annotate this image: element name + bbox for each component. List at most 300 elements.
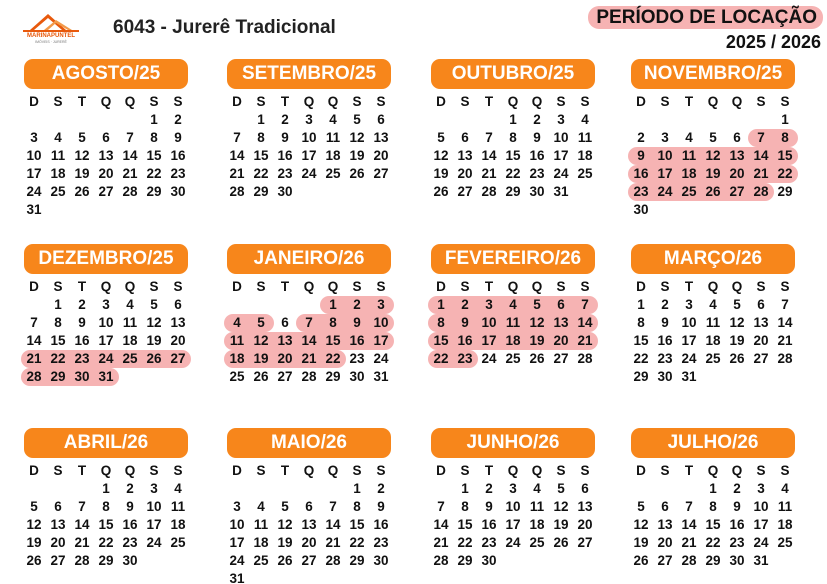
day-cell: 12 <box>146 315 162 330</box>
weekday-label: S <box>580 94 590 109</box>
day-cell: 10 <box>98 315 114 330</box>
day-cell: 25 <box>50 184 66 199</box>
day-cell-rented: 9 <box>461 315 469 330</box>
day-cell: 4 <box>709 297 717 312</box>
weekday-label: Q <box>507 94 519 109</box>
month-header: MAIO/26 <box>227 428 391 458</box>
day-cell-rented: 23 <box>457 351 473 366</box>
day-cell: 8 <box>353 499 361 514</box>
day-cell: 26 <box>633 553 649 568</box>
day-cell: 30 <box>657 369 673 384</box>
day-cell: 23 <box>277 166 293 181</box>
day-cell: 4 <box>54 130 62 145</box>
weekday-label: D <box>436 463 446 478</box>
day-cell-rented: 22 <box>325 351 341 366</box>
day-cell: 7 <box>685 499 693 514</box>
day-cell: 15 <box>146 148 162 163</box>
house-roof-icon <box>20 8 82 34</box>
month-header: NOVEMBRO/25 <box>631 59 795 89</box>
day-cell-rented: 19 <box>705 166 721 181</box>
day-cell: 20 <box>50 535 66 550</box>
day-cell: 17 <box>229 535 245 550</box>
weekday-label: D <box>29 279 39 294</box>
day-cell: 8 <box>709 499 717 514</box>
day-cell: 22 <box>457 535 473 550</box>
day-cell: 14 <box>481 148 497 163</box>
day-cell: 19 <box>553 517 569 532</box>
weekday-label: Q <box>327 463 339 478</box>
day-cell: 3 <box>685 297 693 312</box>
weekday-label: D <box>636 463 646 478</box>
month-calendar <box>629 428 799 584</box>
day-cell-rented: 4 <box>233 315 241 330</box>
day-cell-rented: 19 <box>253 351 269 366</box>
day-cell: 16 <box>373 517 389 532</box>
day-cell-rented: 21 <box>577 333 593 348</box>
day-cell: 2 <box>78 297 86 312</box>
day-cell: 30 <box>170 184 186 199</box>
day-cell: 7 <box>329 499 337 514</box>
day-cell: 12 <box>277 517 293 532</box>
day-cell: 9 <box>281 130 289 145</box>
day-cell: 8 <box>509 130 517 145</box>
day-cell: 24 <box>301 166 317 181</box>
weekday-label: T <box>484 279 494 294</box>
day-cell: 7 <box>78 499 86 514</box>
day-cell: 11 <box>325 130 341 145</box>
weekday-label: S <box>256 94 266 109</box>
day-cell: 20 <box>657 535 673 550</box>
weekday-label: S <box>149 463 159 478</box>
day-cell: 28 <box>122 184 138 199</box>
day-cell-rented: 21 <box>301 351 317 366</box>
day-cell: 14 <box>777 315 793 330</box>
day-cell: 21 <box>122 166 138 181</box>
day-cell: 9 <box>174 130 182 145</box>
day-cell: 21 <box>681 535 697 550</box>
day-cell-rented: 1 <box>437 297 445 312</box>
month-days-grid <box>22 462 192 584</box>
weekday-label: Q <box>124 94 136 109</box>
month-header: AGOSTO/25 <box>24 59 188 89</box>
day-cell: 17 <box>553 148 569 163</box>
day-cell: 18 <box>170 517 186 532</box>
day-cell-rented: 12 <box>705 148 721 163</box>
month-calendar <box>22 428 192 584</box>
weekday-label: T <box>280 463 290 478</box>
day-cell: 16 <box>481 517 497 532</box>
day-cell: 6 <box>461 130 469 145</box>
weekday-label: T <box>484 94 494 109</box>
day-cell: 30 <box>349 369 365 384</box>
day-cell: 29 <box>325 369 341 384</box>
weekday-label: D <box>232 279 242 294</box>
weekday-label: S <box>149 94 159 109</box>
weekday-label: S <box>556 279 566 294</box>
day-cell: 4 <box>329 112 337 127</box>
day-cell: 2 <box>661 297 669 312</box>
day-cell-rented: 28 <box>26 369 42 384</box>
day-cell: 15 <box>457 517 473 532</box>
day-cell-rented: 31 <box>98 369 114 384</box>
day-cell-rented: 29 <box>50 369 66 384</box>
day-cell: 21 <box>481 166 497 181</box>
day-cell-rented: 14 <box>301 333 317 348</box>
weekday-label: S <box>352 279 362 294</box>
company-logo <box>20 8 82 44</box>
day-cell: 29 <box>349 553 365 568</box>
day-cell: 16 <box>170 148 186 163</box>
day-cell: 12 <box>74 148 90 163</box>
day-cell: 16 <box>122 517 138 532</box>
day-cell: 29 <box>146 184 162 199</box>
day-cell-rented: 9 <box>353 315 361 330</box>
day-cell: 30 <box>373 553 389 568</box>
day-cell-rented: 13 <box>729 148 745 163</box>
day-cell-rented: 3 <box>377 297 385 312</box>
day-cell: 5 <box>637 499 645 514</box>
day-cell: 5 <box>78 130 86 145</box>
day-cell: 13 <box>301 517 317 532</box>
day-cell: 20 <box>301 535 317 550</box>
day-cell: 23 <box>481 535 497 550</box>
day-cell: 13 <box>657 517 673 532</box>
day-cell-rented: 9 <box>637 148 645 163</box>
day-cell: 14 <box>325 517 341 532</box>
day-cell-rented: 22 <box>50 351 66 366</box>
day-cell: 9 <box>377 499 385 514</box>
day-cell: 1 <box>461 481 469 496</box>
day-cell: 22 <box>146 166 162 181</box>
day-cell: 3 <box>661 130 669 145</box>
day-cell: 18 <box>122 333 138 348</box>
day-cell: 19 <box>146 333 162 348</box>
month-days-grid <box>22 278 192 404</box>
day-cell: 26 <box>74 184 90 199</box>
weekday-label: S <box>756 279 766 294</box>
day-cell: 6 <box>733 130 741 145</box>
day-cell: 3 <box>305 112 313 127</box>
day-cell: 9 <box>733 499 741 514</box>
day-cell: 26 <box>553 535 569 550</box>
year-range: 2025 / 2026 <box>725 32 821 52</box>
weekday-label: S <box>53 463 63 478</box>
month-days-grid <box>429 462 599 584</box>
day-cell: 1 <box>509 112 517 127</box>
day-cell: 11 <box>50 148 66 163</box>
day-cell: 4 <box>174 481 182 496</box>
weekday-label: Q <box>731 463 743 478</box>
day-cell-rented: 12 <box>529 315 545 330</box>
weekday-label: T <box>77 463 87 478</box>
day-cell: 22 <box>705 535 721 550</box>
day-cell: 30 <box>481 553 497 568</box>
day-cell: 22 <box>98 535 114 550</box>
day-cell: 16 <box>74 333 90 348</box>
weekday-label: D <box>29 463 39 478</box>
weekday-label: T <box>280 94 290 109</box>
weekday-label: S <box>556 94 566 109</box>
weekday-label: Q <box>531 94 543 109</box>
weekday-label: S <box>352 94 362 109</box>
day-cell: 13 <box>373 130 389 145</box>
day-cell: 18 <box>777 517 793 532</box>
day-cell: 14 <box>433 517 449 532</box>
month-calendar <box>429 59 599 219</box>
weekday-label: Q <box>124 463 136 478</box>
day-cell: 22 <box>253 166 269 181</box>
logo-subtext: IMÓVEIS · JURERÊ <box>35 40 67 44</box>
weekday-label: Q <box>100 94 112 109</box>
day-cell-rented: 5 <box>257 315 265 330</box>
day-cell-rented: 19 <box>529 333 545 348</box>
weekday-label: Q <box>100 463 112 478</box>
day-cell: 10 <box>229 517 245 532</box>
day-cell: 21 <box>433 535 449 550</box>
day-cell: 6 <box>377 112 385 127</box>
weekday-label: D <box>29 94 39 109</box>
month-days-grid <box>225 278 395 404</box>
day-cell: 27 <box>373 166 389 181</box>
day-cell: 9 <box>533 130 541 145</box>
day-cell: 24 <box>553 166 569 181</box>
day-cell: 10 <box>146 499 162 514</box>
day-cell: 3 <box>509 481 517 496</box>
weekday-label: D <box>232 463 242 478</box>
day-cell: 12 <box>633 517 649 532</box>
day-cell-rented: 24 <box>657 184 673 199</box>
day-cell: 22 <box>633 351 649 366</box>
day-cell-rented: 10 <box>481 315 497 330</box>
day-cell: 8 <box>102 499 110 514</box>
day-cell: 28 <box>229 184 245 199</box>
day-cell: 23 <box>657 351 673 366</box>
day-cell: 27 <box>657 553 673 568</box>
day-cell: 30 <box>122 553 138 568</box>
weekday-label: Q <box>303 463 315 478</box>
day-cell-rented: 10 <box>373 315 389 330</box>
month-days-grid <box>225 93 395 219</box>
day-cell: 27 <box>98 184 114 199</box>
weekday-label: S <box>580 279 590 294</box>
day-cell: 23 <box>373 535 389 550</box>
day-cell: 13 <box>50 517 66 532</box>
day-cell: 25 <box>325 166 341 181</box>
day-cell: 19 <box>349 148 365 163</box>
day-cell: 21 <box>74 535 90 550</box>
weekday-label: S <box>256 279 266 294</box>
day-cell: 5 <box>281 499 289 514</box>
weekday-label: T <box>684 279 694 294</box>
month-calendar <box>429 244 599 404</box>
day-cell: 12 <box>433 148 449 163</box>
day-cell: 2 <box>126 481 134 496</box>
day-cell: 15 <box>633 333 649 348</box>
day-cell: 29 <box>253 184 269 199</box>
weekday-label: Q <box>303 94 315 109</box>
day-cell: 21 <box>229 166 245 181</box>
day-cell: 23 <box>529 166 545 181</box>
day-cell: 9 <box>661 315 669 330</box>
day-cell: 9 <box>485 499 493 514</box>
day-cell-rented: 16 <box>349 333 365 348</box>
day-cell: 8 <box>54 315 62 330</box>
day-cell-rented: 27 <box>729 184 745 199</box>
day-cell-rented: 16 <box>633 166 649 181</box>
day-cell: 25 <box>229 369 245 384</box>
day-cell: 1 <box>150 112 158 127</box>
day-cell: 10 <box>553 130 569 145</box>
day-cell: 19 <box>26 535 42 550</box>
day-cell: 4 <box>781 481 789 496</box>
day-cell: 11 <box>529 499 545 514</box>
day-cell: 15 <box>705 517 721 532</box>
day-cell: 27 <box>577 535 593 550</box>
property-title: 6043 - Jurerê Tradicional <box>113 17 336 38</box>
weekday-label: D <box>436 94 446 109</box>
day-cell: 20 <box>98 166 114 181</box>
day-cell: 18 <box>50 166 66 181</box>
day-cell: 5 <box>733 297 741 312</box>
day-cell: 26 <box>349 166 365 181</box>
day-cell: 28 <box>301 369 317 384</box>
day-cell: 27 <box>301 553 317 568</box>
day-cell: 2 <box>533 112 541 127</box>
weekday-label: Q <box>707 94 719 109</box>
day-cell: 28 <box>681 553 697 568</box>
day-cell-rented: 2 <box>461 297 469 312</box>
weekday-label: S <box>256 463 266 478</box>
day-cell: 8 <box>461 499 469 514</box>
day-cell: 1 <box>781 112 789 127</box>
day-cell: 26 <box>26 553 42 568</box>
day-cell: 6 <box>174 297 182 312</box>
day-cell-rented: 24 <box>98 351 114 366</box>
day-cell: 5 <box>709 130 717 145</box>
weekday-label: Q <box>731 279 743 294</box>
day-cell: 22 <box>349 535 365 550</box>
day-cell: 24 <box>373 351 389 366</box>
day-cell-rented: 7 <box>581 297 589 312</box>
day-cell: 18 <box>705 333 721 348</box>
day-cell: 28 <box>433 553 449 568</box>
day-cell: 19 <box>277 535 293 550</box>
day-cell: 6 <box>305 499 313 514</box>
day-cell: 14 <box>122 148 138 163</box>
day-cell: 15 <box>505 148 521 163</box>
day-cell-rented: 13 <box>553 315 569 330</box>
day-cell: 6 <box>54 499 62 514</box>
day-cell: 13 <box>98 148 114 163</box>
day-cell: 7 <box>233 130 241 145</box>
day-cell: 28 <box>777 351 793 366</box>
day-cell: 13 <box>577 499 593 514</box>
day-cell: 20 <box>577 517 593 532</box>
day-cell-rented: 17 <box>657 166 673 181</box>
month-calendar <box>629 59 799 219</box>
day-cell-rented: 17 <box>373 333 389 348</box>
weekday-label: S <box>460 94 470 109</box>
day-cell: 7 <box>126 130 134 145</box>
weekday-label: Q <box>124 279 136 294</box>
day-cell: 30 <box>529 184 545 199</box>
day-cell-rented: 8 <box>437 315 445 330</box>
day-cell: 22 <box>505 166 521 181</box>
month-days-grid <box>429 93 599 219</box>
weekday-label: S <box>53 279 63 294</box>
weekday-label: S <box>660 279 670 294</box>
weekday-label: S <box>460 463 470 478</box>
day-cell: 17 <box>753 517 769 532</box>
day-cell: 2 <box>637 130 645 145</box>
day-cell: 28 <box>325 553 341 568</box>
day-cell: 2 <box>733 481 741 496</box>
weekday-label: S <box>756 94 766 109</box>
day-cell-rented: 3 <box>485 297 493 312</box>
month-calendar <box>429 428 599 584</box>
month-days-grid <box>225 462 395 584</box>
day-cell: 20 <box>170 333 186 348</box>
day-cell: 3 <box>233 499 241 514</box>
weekday-label: S <box>352 463 362 478</box>
weekday-label: D <box>232 94 242 109</box>
day-cell: 26 <box>253 369 269 384</box>
day-cell: 16 <box>657 333 673 348</box>
day-cell: 2 <box>485 481 493 496</box>
day-cell: 27 <box>457 184 473 199</box>
weekday-label: T <box>484 463 494 478</box>
rental-period-label: PERÍODO DE LOCAÇÃO <box>588 6 823 29</box>
day-cell: 23 <box>170 166 186 181</box>
day-cell: 4 <box>581 112 589 127</box>
day-cell: 9 <box>78 315 86 330</box>
day-cell: 11 <box>253 517 269 532</box>
day-cell: 31 <box>753 553 769 568</box>
day-cell-rented: 14 <box>577 315 593 330</box>
weekday-label: S <box>780 279 790 294</box>
day-cell: 18 <box>253 535 269 550</box>
day-cell: 10 <box>301 130 317 145</box>
weekday-label: T <box>684 463 694 478</box>
day-cell: 10 <box>753 499 769 514</box>
day-cell: 24 <box>681 351 697 366</box>
day-cell: 25 <box>705 351 721 366</box>
day-cell-rented: 20 <box>729 166 745 181</box>
day-cell: 29 <box>98 553 114 568</box>
day-cell-rented: 15 <box>433 333 449 348</box>
day-cell: 24 <box>505 535 521 550</box>
day-cell: 2 <box>281 112 289 127</box>
day-cell: 21 <box>777 333 793 348</box>
day-cell-rented: 22 <box>433 351 449 366</box>
day-cell: 26 <box>433 184 449 199</box>
day-cell: 5 <box>30 499 38 514</box>
day-cell: 25 <box>170 535 186 550</box>
weekday-label: S <box>53 94 63 109</box>
day-cell: 1 <box>709 481 717 496</box>
weekday-label: D <box>636 279 646 294</box>
day-cell: 3 <box>102 297 110 312</box>
month-days-grid <box>629 462 799 584</box>
month-header: OUTUBRO/25 <box>431 59 595 89</box>
day-cell: 26 <box>729 351 745 366</box>
day-cell: 2 <box>377 481 385 496</box>
day-cell: 7 <box>485 130 493 145</box>
day-cell: 7 <box>781 297 789 312</box>
day-cell-rented: 7 <box>757 130 765 145</box>
day-cell: 6 <box>581 481 589 496</box>
day-cell-rented: 11 <box>681 148 697 163</box>
